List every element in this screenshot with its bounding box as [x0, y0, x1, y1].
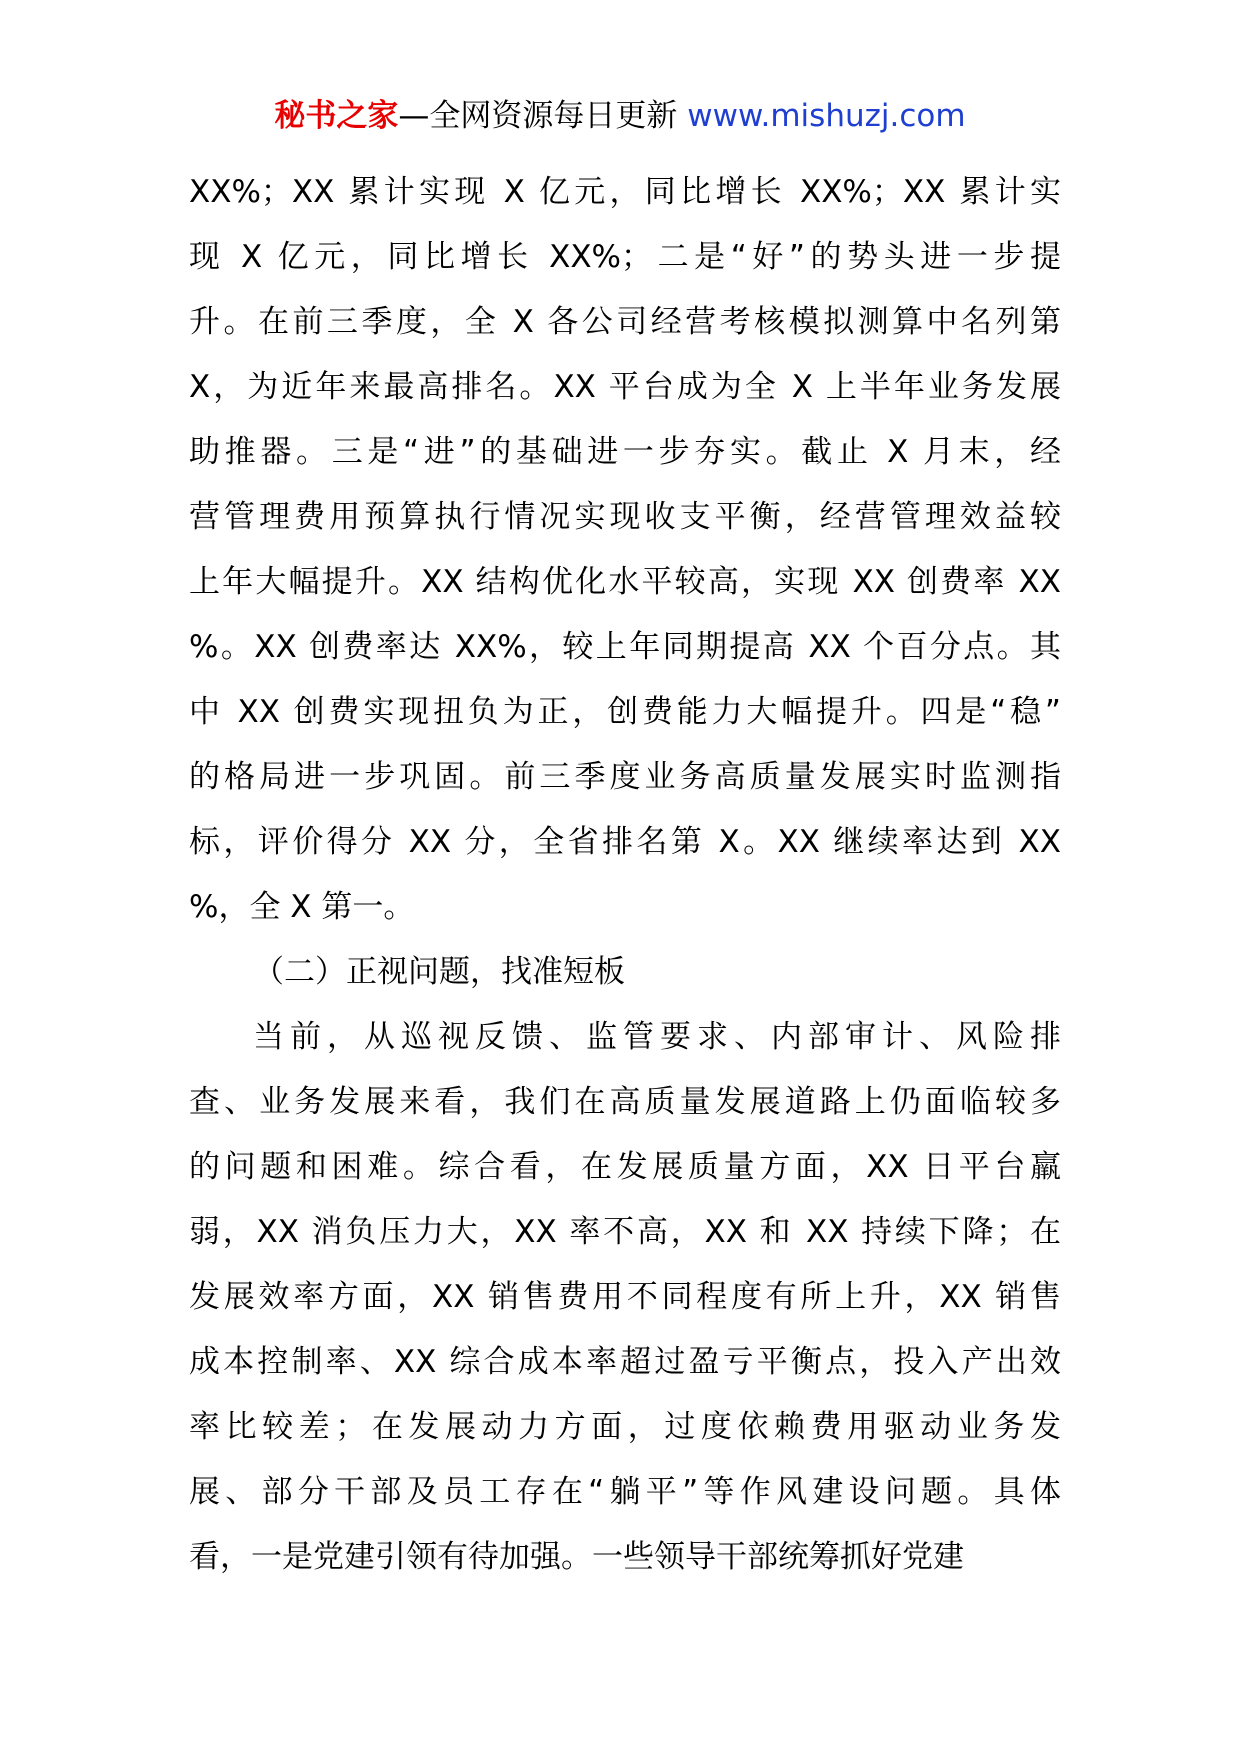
text-line: 上年大幅提升。XX 结构优化水平较高，实现 XX 创费率 XX — [189, 564, 1061, 600]
document-body — [189, 160, 1061, 1590]
text-line: 看，一是党建引领有待加强。一些领导干部统筹抓好党建 — [189, 1539, 964, 1575]
text-line: 发展效率方面，XX 销售费用不同程度有所上升，XX 销售 — [189, 1279, 1061, 1315]
heading-2 — [189, 940, 1061, 1005]
text-line: 营管理费用预算执行情况实现收支平衡，经营管理效益较 — [189, 499, 1061, 535]
para-2 — [189, 1005, 1061, 1590]
text-line: 查、业务发展来看，我们在高质量发展道路上仍面临较多 — [189, 1084, 1061, 1120]
text-line: 升。在前三季度，全 X 各公司经营考核模拟测算中名列第 — [189, 304, 1061, 340]
brand-name: 秘书之家 — [274, 98, 399, 134]
text-line: 弱，XX 消负压力大，XX 率不高，XX 和 XX 持续下降；在 — [189, 1214, 1061, 1250]
text-line: 率比较差；在发展动力方面，过度依赖费用驱动业务发 — [189, 1409, 1061, 1445]
text-line: X，为近年来最高排名。XX 平台成为全 X 上半年业务发展 — [189, 369, 1061, 405]
text-line: 的格局进一步巩固。前三季度业务高质量发展实时监测指 — [189, 759, 1061, 795]
text-line: 标，评价得分 XX 分，全省排名第 X。XX 继续率达到 XX — [189, 824, 1061, 860]
para-1 — [189, 160, 1061, 940]
watermark-header — [0, 96, 1240, 136]
header-tagline: —全网资源每日更新 — [398, 98, 678, 134]
text-line: 的问题和困难。综合看，在发展质量方面，XX 日平台羸 — [189, 1149, 1061, 1185]
text-line: （二）正视问题，找准短板 — [253, 954, 625, 990]
text-line: %，全 X 第一。 — [189, 889, 415, 925]
text-line: 现 X 亿元，同比增长 XX%；二是“好”的势头进一步提 — [189, 239, 1061, 275]
text-line: 助推器。三是“进”的基础进一步夯实。截止 X 月末，经 — [189, 434, 1061, 470]
header-url[interactable]: www.mishuzj.com — [687, 98, 966, 134]
text-line: 成本控制率、XX 综合成本率超过盈亏平衡点，投入产出效 — [189, 1344, 1061, 1380]
text-line: 当前，从巡视反馈、监管要求、内部审计、风险排 — [253, 1019, 1061, 1055]
text-line: XX%；XX 累计实现 X 亿元，同比增长 XX%；XX 累计实 — [189, 174, 1061, 210]
text-line: 中 XX 创费实现扭负为正，创费能力大幅提升。四是“稳” — [189, 694, 1061, 730]
text-line: 展、部分干部及员工存在“躺平”等作风建设问题。具体 — [189, 1474, 1061, 1510]
text-line: %。XX 创费率达 XX%，较上年同期提高 XX 个百分点。其 — [189, 629, 1061, 665]
